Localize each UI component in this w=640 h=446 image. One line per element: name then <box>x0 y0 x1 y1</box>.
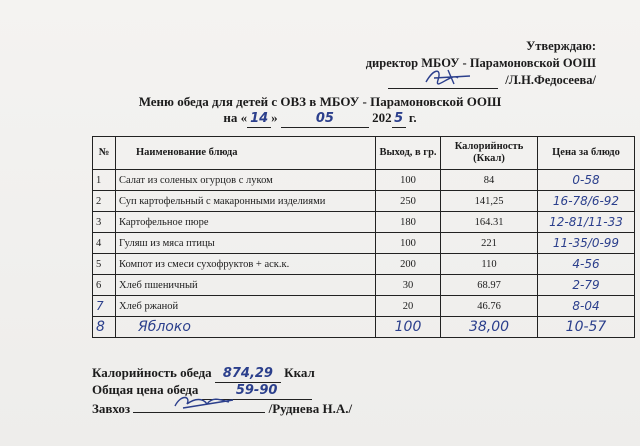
row-number: 3 <box>93 212 116 233</box>
row-number: 2 <box>93 191 116 212</box>
signature-scribble-icon <box>408 66 518 88</box>
date-year-digit: 5 <box>392 111 406 128</box>
row-number: 7 <box>93 296 116 317</box>
signature-scribble-icon <box>133 392 265 412</box>
dish-price: 2-79 <box>538 275 635 296</box>
col-calories: Калорийность (Ккал) <box>441 137 538 170</box>
date-year-suffix: г. <box>408 110 417 125</box>
manager-signature <box>133 398 265 413</box>
dish-calories: 68.97 <box>441 275 538 296</box>
dish-name: Салат из соленых огурцов с луком <box>116 170 376 191</box>
dish-output: 250 <box>376 191 441 212</box>
dish-output: 30 <box>376 275 441 296</box>
menu-date <box>0 110 640 128</box>
dish-price: 11-35/0-99 <box>538 233 635 254</box>
approval-signature-line <box>366 72 596 89</box>
table-row <box>93 317 635 338</box>
row-number: 4 <box>93 233 116 254</box>
dish-price: 16-78/6-92 <box>538 191 635 212</box>
manager-label: Завхоз <box>92 401 131 416</box>
col-output: Выход, в гр. <box>376 137 441 170</box>
date-day: 14 <box>247 111 271 128</box>
dish-calories: 221 <box>441 233 538 254</box>
dish-price: 8-04 <box>538 296 635 317</box>
table-row <box>93 233 635 254</box>
table-header-row <box>93 137 635 170</box>
calories-label: Калорийность обеда <box>92 365 212 380</box>
dish-price: 10-57 <box>538 317 635 338</box>
table-row <box>93 296 635 317</box>
date-month: 05 <box>281 111 369 128</box>
col-number: № <box>93 137 116 170</box>
page-title: Меню обеда для детей с ОВЗ в МБОУ - Парамоновской ООШ <box>138 94 502 109</box>
dish-calories: 38,00 <box>441 317 538 338</box>
approval-name: /Л.Н.Федосеева/ <box>505 73 596 87</box>
calories-value: 874,29 <box>215 365 281 383</box>
dish-price: 12-81/11-33 <box>538 212 635 233</box>
dish-calories: 46.76 <box>441 296 538 317</box>
col-price: Цена за блюдо <box>538 137 635 170</box>
approval-position: директор МБОУ - Парамоновской ООШ <box>365 56 596 70</box>
approval-title: Утверждаю: <box>526 39 596 53</box>
dish-output: 180 <box>376 212 441 233</box>
dish-name: Суп картофельный с макаронными изделиями <box>116 191 376 212</box>
row-number: 6 <box>93 275 116 296</box>
table-row <box>93 275 635 296</box>
menu-table <box>92 136 635 338</box>
dish-calories: 84 <box>441 170 538 191</box>
row-number: 1 <box>93 170 116 191</box>
dish-name: Хлеб ржаной <box>116 296 376 317</box>
table-row <box>93 170 635 191</box>
price-label: Общая цена обеда <box>92 382 199 397</box>
date-year-prefix: 202 <box>372 110 392 125</box>
table-row <box>93 212 635 233</box>
row-number: 5 <box>93 254 116 275</box>
date-prefix: на « <box>223 110 248 125</box>
approval-block <box>366 38 596 89</box>
date-mid: » <box>271 110 278 125</box>
dish-name: Гуляш из мяса птицы <box>116 233 376 254</box>
price-value: 59-90 <box>202 382 312 400</box>
dish-name: Яблоко <box>116 317 376 338</box>
dish-output: 100 <box>376 317 441 338</box>
dish-output: 100 <box>376 170 441 191</box>
row-number: 8 <box>93 317 116 338</box>
dish-price: 4-56 <box>538 254 635 275</box>
dish-name: Компот из смеси сухофруктов + аск.к. <box>116 254 376 275</box>
dish-output: 20 <box>376 296 441 317</box>
dish-calories: 110 <box>441 254 538 275</box>
col-dish-name: Наименование блюда <box>116 137 376 170</box>
dish-name: Хлеб пшеничный <box>116 275 376 296</box>
manager-name: /Руднева Н.А./ <box>268 401 353 416</box>
table-row <box>93 254 635 275</box>
dish-calories: 141,25 <box>441 191 538 212</box>
dish-name: Картофельное пюре <box>116 212 376 233</box>
calories-unit: Ккал <box>284 365 315 380</box>
director-signature <box>388 76 498 89</box>
table-row <box>93 191 635 212</box>
dish-calories: 164.31 <box>441 212 538 233</box>
dish-output: 100 <box>376 233 441 254</box>
dish-output: 200 <box>376 254 441 275</box>
manager-signature-block <box>92 398 352 417</box>
dish-price: 0-58 <box>538 170 635 191</box>
